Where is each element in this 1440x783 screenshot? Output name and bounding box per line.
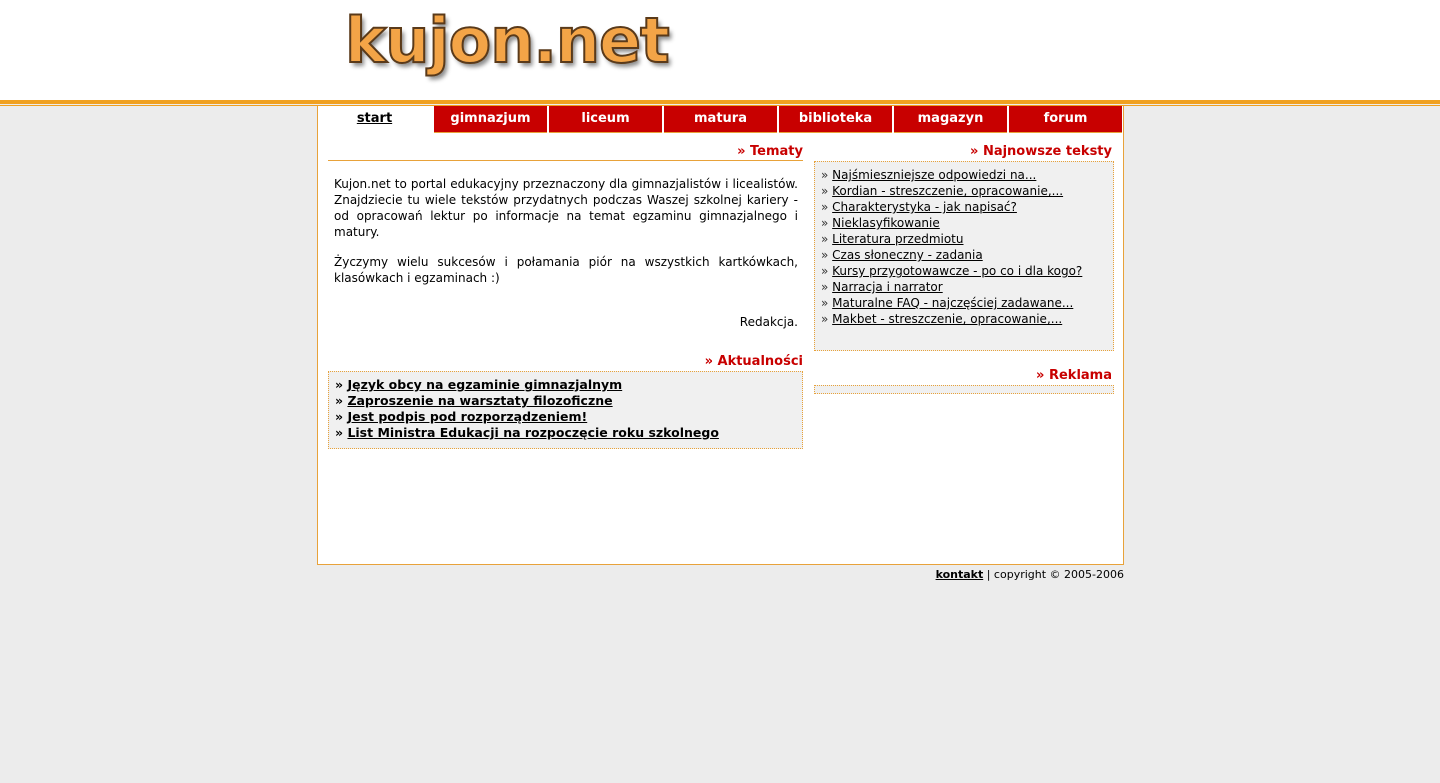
list-item: » Nieklasyfikowanie [821, 216, 940, 230]
section-title-tematy: » Tematy [737, 144, 803, 159]
header [0, 0, 1440, 100]
list-item: » Zaproszenie na warsztaty filozoficzne [335, 393, 613, 408]
news-link[interactable]: Jest podpis pod rozporządzeniem! [347, 409, 588, 424]
list-item: » Narracja i narrator [821, 280, 943, 294]
list-item: » Kursy przygotowawcze - po co i dla kogo? [821, 264, 1083, 278]
list-item: » Makbet - streszczenie, opracowanie,... [821, 312, 1063, 326]
main-nav [318, 106, 1123, 132]
section-title-aktualnosci: » Aktualności [704, 354, 803, 369]
text-link[interactable]: Najśmieszniejsze odpowiedzi na... [832, 168, 1037, 182]
list-item: » Maturalne FAQ - najczęściej zadawane... [821, 296, 1074, 310]
list-item: » Język obcy na egzaminie gimnazjalnym [335, 377, 623, 392]
tab-biblioteka[interactable]: biblioteka [779, 106, 892, 133]
copyright-text: | copyright © 2005-2006 [983, 568, 1124, 581]
text-link[interactable]: Kordian - streszczenie, opracowanie,... [832, 184, 1064, 198]
list-item: » Kordian - streszczenie, opracowanie,... [821, 184, 1064, 198]
tab-forum[interactable]: forum [1009, 106, 1122, 133]
list-item: » Literatura przedmiotu [821, 232, 964, 246]
site-logo[interactable]: kujon.net [345, 4, 669, 77]
text-link[interactable]: Nieklasyfikowanie [832, 216, 940, 230]
text-link[interactable]: Czas słoneczny - zadania [832, 248, 983, 262]
list-item: » Czas słoneczny - zadania [821, 248, 983, 262]
text-link[interactable]: Maturalne FAQ - najczęściej zadawane... [832, 296, 1074, 310]
intro-paragraph: Kujon.net to portal edukacyjny przeznaczony dla gimnazjalistów i licealistów. Znajdziecie tu wiele tekstów przydatnych podczas Waszej szkolnej kariery - od opracowań lektur po informacje na temat egzaminu gimnazjalnego i matury. [334, 177, 798, 239]
text-link[interactable]: Makbet - streszczenie, opracowanie,... [832, 312, 1063, 326]
list-item: » List Ministra Edukacji na rozpoczęcie roku szkolnego [335, 425, 719, 440]
tab-magazyn[interactable]: magazyn [894, 106, 1007, 133]
main-container [317, 106, 1124, 565]
tab-liceum[interactable]: liceum [549, 106, 662, 133]
section-title-reklama: » Reklama [1036, 368, 1112, 383]
signature: Redakcja. [739, 315, 798, 329]
news-box [328, 371, 803, 449]
list-item: » Charakterystyka - jak napisać? [821, 200, 1017, 214]
news-link[interactable]: Język obcy na egzaminie gimnazjalnym [347, 377, 623, 392]
news-list [329, 372, 802, 446]
ad-box [814, 385, 1114, 394]
intro-paragraph: Życzymy wielu sukcesów i połamania piór na wszystkich kartkówkach, klasówkach i egzaminach :) [334, 255, 798, 285]
list-item: » Jest podpis pod rozporządzeniem! [335, 409, 588, 424]
section-divider [328, 160, 803, 161]
header-divider [0, 100, 1440, 104]
intro-text [334, 176, 798, 300]
latest-texts-box [814, 161, 1114, 351]
news-link[interactable]: Zaproszenie na warsztaty filozoficzne [347, 393, 613, 408]
text-link[interactable]: Charakterystyka - jak napisać? [832, 200, 1017, 214]
tab-gimnazjum[interactable]: gimnazjum [434, 106, 547, 133]
text-link[interactable]: Narracja i narrator [832, 280, 943, 294]
contact-link[interactable]: kontakt [935, 568, 984, 581]
section-title-najnowsze: » Najnowsze teksty [970, 144, 1112, 159]
footer [317, 568, 1124, 581]
text-link[interactable]: Literatura przedmiotu [832, 232, 964, 246]
text-link[interactable]: Kursy przygotowawcze - po co i dla kogo? [832, 264, 1083, 278]
tab-start[interactable]: start [318, 106, 431, 132]
news-link[interactable]: List Ministra Edukacji na rozpoczęcie roku szkolnego [347, 425, 719, 440]
list-item: » Najśmieszniejsze odpowiedzi na... [821, 168, 1037, 182]
latest-texts-list [815, 162, 1113, 332]
tab-matura[interactable]: matura [664, 106, 777, 133]
